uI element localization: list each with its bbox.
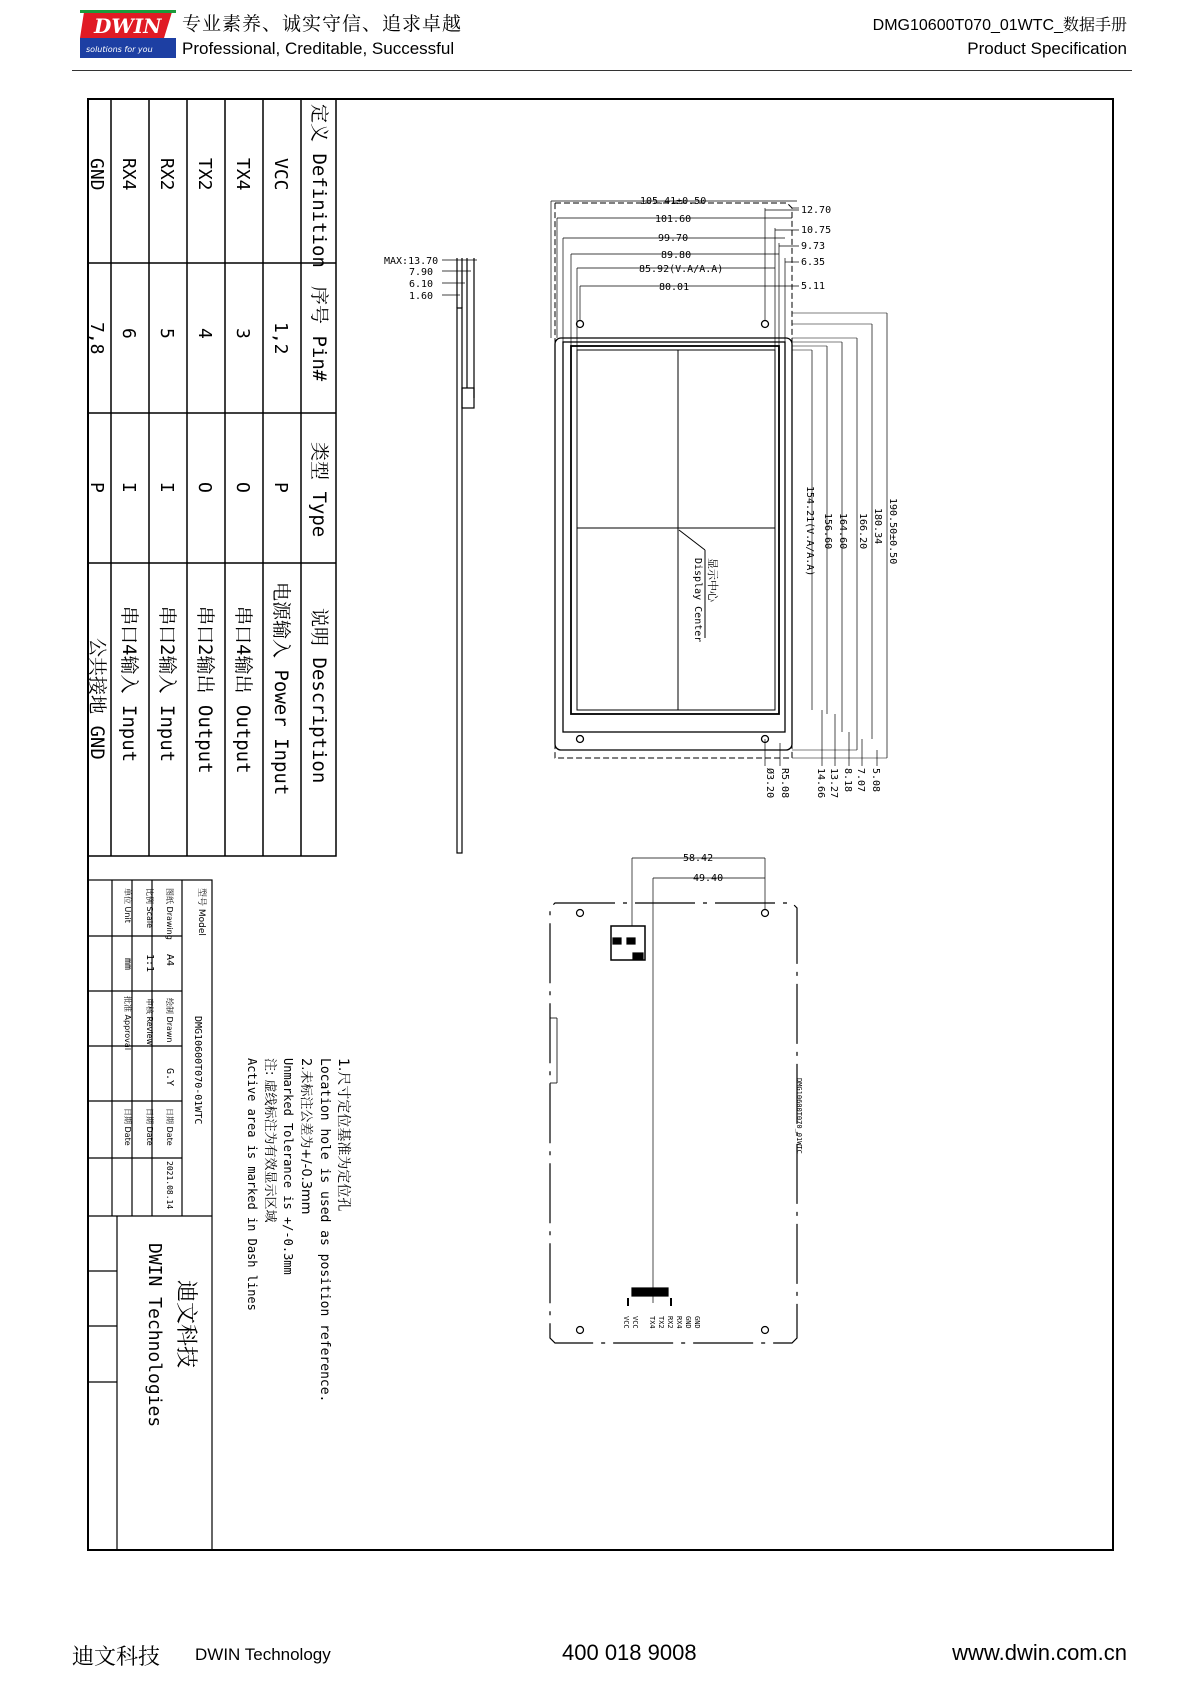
footer-phone: 400 018 9008 [562,1640,697,1665]
pin-table-text [87,104,330,795]
tb-date-value: 2021.08.14 [165,1161,174,1210]
row-vcc-desc: 电源输入 Power Input [270,582,292,796]
footer-website[interactable]: www.dwin.com.cn [952,1640,1127,1665]
row-rx2-def: RX2 [156,158,177,191]
row-gnd-desc: 公共接地 GND [87,638,108,760]
doc-title: DMG10600T070_01WTC_数据手册 [872,17,1127,34]
dim-6: 6.35 [801,257,826,268]
tb-drawing-value: A4 [164,954,175,967]
dim-58: 58.42 [683,853,714,864]
row-gnd-pin: 7,8 [87,322,107,355]
tb-date-label: 日期 Date [145,1108,154,1146]
row-rx4-desc: 串口4输入 Input [118,606,140,763]
dim-14-66: 14.66 [815,768,826,799]
logo-text: DWIN [94,14,162,38]
dim-5-08: 5.08 [870,768,881,793]
row-gnd-type: P [87,482,107,493]
display-center-cn: 显示中心 [706,558,719,602]
tb-review-label: 审核 Review [145,998,154,1046]
note-1-cn: 1.尺寸定位基准为定位孔 [335,1058,351,1212]
side-dim-max: MAX:13.70 [384,256,439,267]
conn-pin-label: RX2 [666,1316,674,1329]
tb-scale-label: 比例 Scale [145,888,154,929]
dim-85: 85.92(V.A/A.A) [639,264,724,275]
dim-d3: Ø3.20 [764,768,775,799]
row-gnd-def: GND [87,158,107,191]
note-1-en: Location hole is used as position reference. [317,1058,332,1403]
note-3-cn: 注: 虚线标注为有效显示区域 [262,1058,277,1223]
dim-10: 10.75 [801,225,832,236]
logo-tagline: solutions for you [86,45,153,54]
title-block [88,880,212,1550]
tb-company-en: DWIN Technologies [144,1243,165,1428]
note-3-en: Active area is marked in Dash lines [245,1058,259,1311]
engineering-drawing [87,98,1114,1551]
tb-scale-value: 1:1 [144,954,155,973]
dim-9: 9.73 [801,241,826,252]
side-dim-1: 7.90 [409,267,434,278]
row-tx2-desc: 串口2输出 Output [194,606,216,774]
side-dim-2: 6.10 [409,279,434,290]
header-rule [72,70,1132,71]
tb-unit-value: mm [122,958,133,971]
dim-180: 180.34 [872,508,883,545]
row-tx4-pin: 3 [232,328,253,339]
dim-99: 99.70 [658,233,689,244]
row-rx4-def: RX4 [118,158,139,191]
dim-101: 101.60 [655,214,692,225]
footer-company-en: DWIN Technology [195,1645,331,1664]
dim-12: 12.70 [801,205,832,216]
side-dims [384,256,438,302]
page-header [0,0,1199,80]
row-rx2-pin: 5 [156,328,177,339]
connector-pin-labels [622,1316,701,1329]
footer-company-cn: 迪文科技 [72,1645,161,1670]
back-dims [683,853,803,1154]
dim-13-27: 13.27 [828,768,839,799]
tb-model-value: DMG10600T070-01WTC [192,1016,203,1125]
th-pin: 序号 Pin# [308,286,330,382]
conn-pin-label: RX4 [675,1316,683,1329]
dim-166: 166.20 [857,513,868,550]
dim-49: 49.40 [693,873,724,884]
doc-subtitle: Product Specification [967,39,1127,58]
row-tx2-pin: 4 [194,328,215,339]
tb-drawn-value: G.Y [164,1068,175,1087]
row-rx2-type: I [156,482,177,493]
front-view [551,201,887,766]
row-vcc-def: VCC [270,158,291,191]
row-vcc-pin: 1,2 [270,322,291,355]
back-view [550,858,797,1343]
display-center-en: Display Center [692,558,703,643]
dim-5: 5.11 [801,281,826,292]
dim-80: 80.01 [659,282,690,293]
note-2-cn: 2.未标注公差为+/-0.3mm [298,1058,313,1215]
drawing-border [88,99,1113,1550]
back-model: DMG10600T070_01WTC [795,1078,803,1154]
conn-pin-label: VCC [631,1316,639,1329]
row-tx4-desc: 串口4输出 Output [232,606,254,774]
dim-156: 156.60 [822,513,833,550]
th-description: 说明 Description [308,608,330,784]
conn-pin-label: GND [684,1316,692,1329]
row-tx2-type: O [194,482,215,493]
conn-pin-label: GND [693,1316,701,1329]
dim-105: 105.41±0.50 [640,196,707,207]
row-rx2-desc: 串口2输入 Input [156,606,178,763]
conn-pin-label: TX2 [657,1316,665,1329]
dim-190: 190.50±0.50 [887,498,898,565]
row-rx4-pin: 6 [118,328,139,339]
tb-unit-label: 单位 Unit [123,888,132,923]
slogan-en: Professional, Creditable, Successful [182,39,455,58]
dim-89: 89.80 [661,250,692,261]
dim-r5: R5.08 [779,768,790,799]
notes [245,1058,352,1402]
row-vcc-type: P [270,482,291,493]
tb-model-label: 型号 Model [196,888,206,936]
dim-7-07: 7.07 [855,768,866,793]
conn-pin-label: VCC [622,1316,630,1329]
th-definition: 定义 Definition [308,104,330,268]
row-tx4-def: TX4 [232,158,253,191]
tb-approval-label: 批准 Approval [123,996,132,1051]
side-dim-3: 1.60 [409,291,434,302]
dwin-logo [80,8,176,60]
tb-drawing-label: 图纸 Drawing [165,888,174,940]
side-view [442,258,477,853]
tb-drawn-label: 绘制 Drawn [165,998,174,1043]
slogan-cn: 专业素养、诚实守信、追求卓越 [182,13,463,35]
tb-date-label: 日期 Date [123,1108,132,1146]
row-tx2-def: TX2 [194,158,215,191]
row-tx4-type: O [232,482,253,493]
note-2-en: Unmarked Tolerance is +/-0.3mm [281,1058,295,1275]
tb-company-cn: 迪文科技 [173,1280,198,1369]
row-rx4-type: I [118,482,139,493]
tb-date-label: 日期 Date [165,1108,174,1146]
dim-164: 164.60 [837,513,848,550]
dim-8-18: 8.18 [842,768,853,793]
th-type: 类型 Type [308,442,330,538]
dim-154: 154.21(V.A/A.A) [804,486,815,577]
conn-pin-label: TX4 [648,1316,656,1329]
